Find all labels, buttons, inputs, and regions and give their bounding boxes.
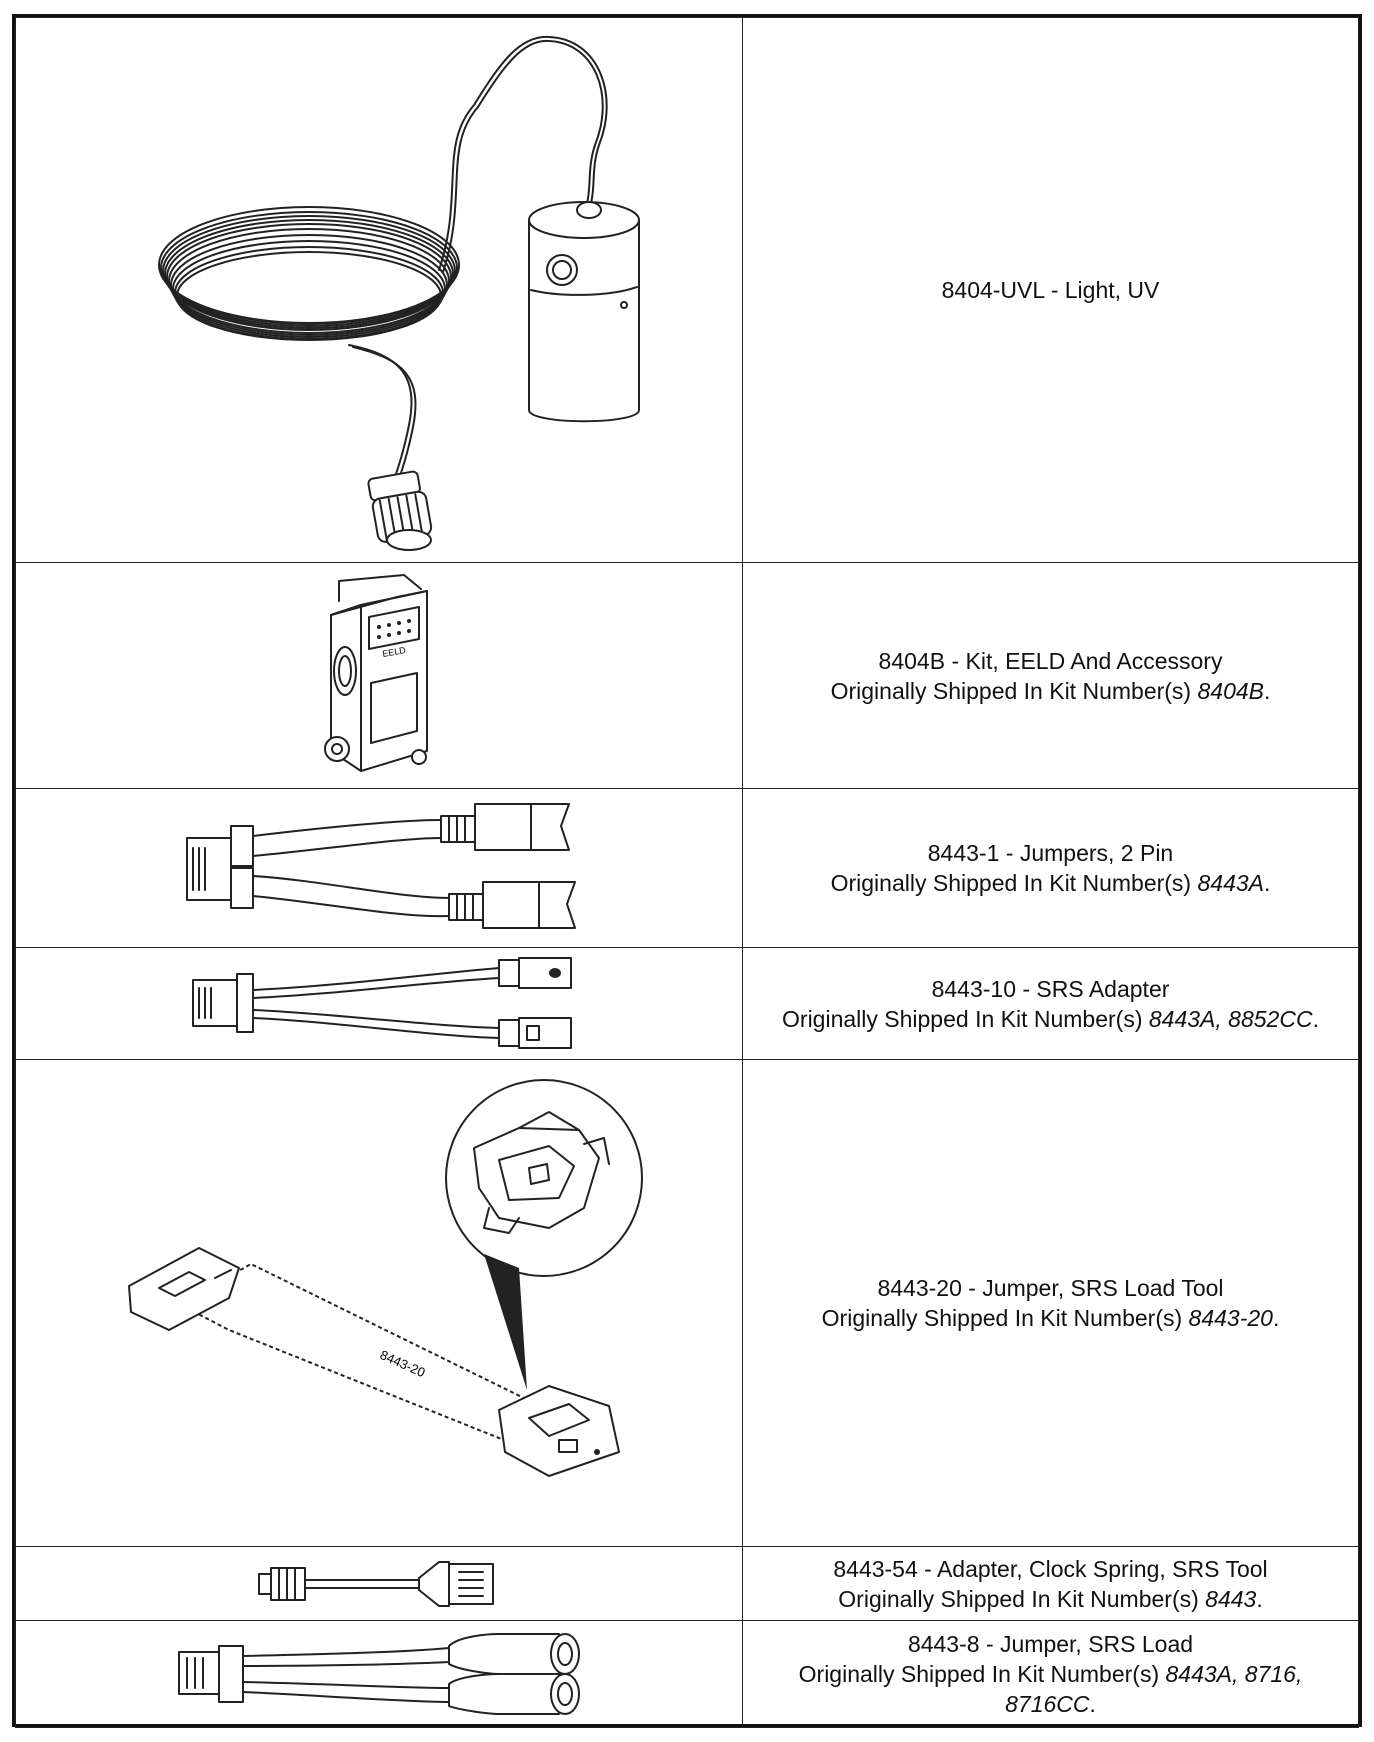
tool-table-sheet: [12, 14, 1362, 1727]
srs-load-tool-jumper-icon: [79, 1068, 679, 1538]
image-cell: [16, 18, 743, 563]
image-cell: [16, 1547, 743, 1621]
tool-name: 8443-54 - Adapter, Clock Spring, SRS Tool: [833, 1555, 1268, 1582]
description-cell: [743, 1547, 1359, 1621]
description-cell: [743, 563, 1359, 789]
shipped-line: Originally Shipped In Kit Number(s) 8443.: [838, 1585, 1263, 1612]
shipped-prefix: Originally Shipped In Kit Number(s): [782, 1005, 1143, 1032]
image-cell: [16, 1060, 743, 1547]
kit-numbers: 8404B: [1197, 677, 1264, 704]
description-cell: [743, 18, 1359, 563]
shipped-line: Originally Shipped In Kit Number(s) 8443A, 8852CC.: [782, 1005, 1319, 1032]
tool-name: 8404-UVL - Light, UV: [941, 277, 1160, 303]
table-row: [16, 948, 1359, 1060]
image-cell: [16, 563, 743, 789]
table-row: [16, 789, 1359, 948]
table-row: [16, 1060, 1359, 1547]
tool-table: [15, 17, 1359, 1728]
description-cell: [743, 948, 1359, 1060]
kit-numbers-2: 8716CC: [1005, 1691, 1090, 1717]
description-cell: [743, 1621, 1359, 1728]
table-row: [16, 563, 1359, 789]
shipped-prefix: Originally Shipped In Kit Number(s): [821, 1305, 1183, 1331]
shipped-line: Originally Shipped In Kit Number(s) 8404B.: [830, 677, 1271, 704]
image-cell: [16, 789, 743, 948]
srs-load-jumper-icon: [159, 1626, 599, 1722]
eeld-cart-icon: [309, 571, 449, 781]
tool-name: 8443-10 - SRS Adapter: [931, 975, 1170, 1002]
shipped-line: [743, 1659, 1358, 1689]
shipped-prefix: Originally Shipped In Kit Number(s): [798, 1661, 1160, 1687]
tool-name: 8404B - Kit, EELD And Accessory: [878, 647, 1223, 674]
shipped-line: Originally Shipped In Kit Number(s) 8443A.: [830, 870, 1271, 896]
table-row: [16, 1547, 1359, 1621]
kit-numbers: 8443: [1205, 1585, 1257, 1612]
eeld-label: EELD: [381, 644, 407, 659]
shipped-line-2: 8716CC.: [1005, 1691, 1096, 1717]
tool-name: 8443-20 - Jumper, SRS Load Tool: [877, 1275, 1224, 1301]
shipped-line: Originally Shipped In Kit Number(s) 8443-20.: [821, 1305, 1280, 1331]
description-cell: [743, 789, 1359, 948]
srs-adapter-icon: [169, 954, 589, 1054]
kit-numbers: 8443A, 8716,: [1165, 1661, 1303, 1687]
kit-numbers: 8443A, 8852CC: [1148, 1005, 1313, 1032]
shipped-prefix: Originally Shipped In Kit Number(s): [830, 677, 1192, 704]
clock-spring-adapter-icon: [249, 1554, 509, 1614]
kit-numbers: 8443A: [1197, 870, 1264, 896]
cable-label: 8443-20: [377, 1347, 428, 1381]
tool-name: 8443-1 - Jumpers, 2 Pin: [927, 840, 1174, 866]
uv-light-icon: [79, 25, 679, 555]
image-cell: [16, 1621, 743, 1728]
kit-numbers: 8443-20: [1188, 1305, 1273, 1331]
table-row: [16, 1621, 1359, 1728]
two-pin-jumpers-icon: [169, 798, 589, 938]
shipped-prefix: Originally Shipped In Kit Number(s): [838, 1585, 1199, 1612]
description-cell: [743, 1060, 1359, 1547]
table-row: [16, 18, 1359, 563]
shipped-prefix: Originally Shipped In Kit Number(s): [830, 870, 1192, 896]
image-cell: [16, 948, 743, 1060]
tool-name: 8443-8 - Jumper, SRS Load: [907, 1631, 1194, 1657]
